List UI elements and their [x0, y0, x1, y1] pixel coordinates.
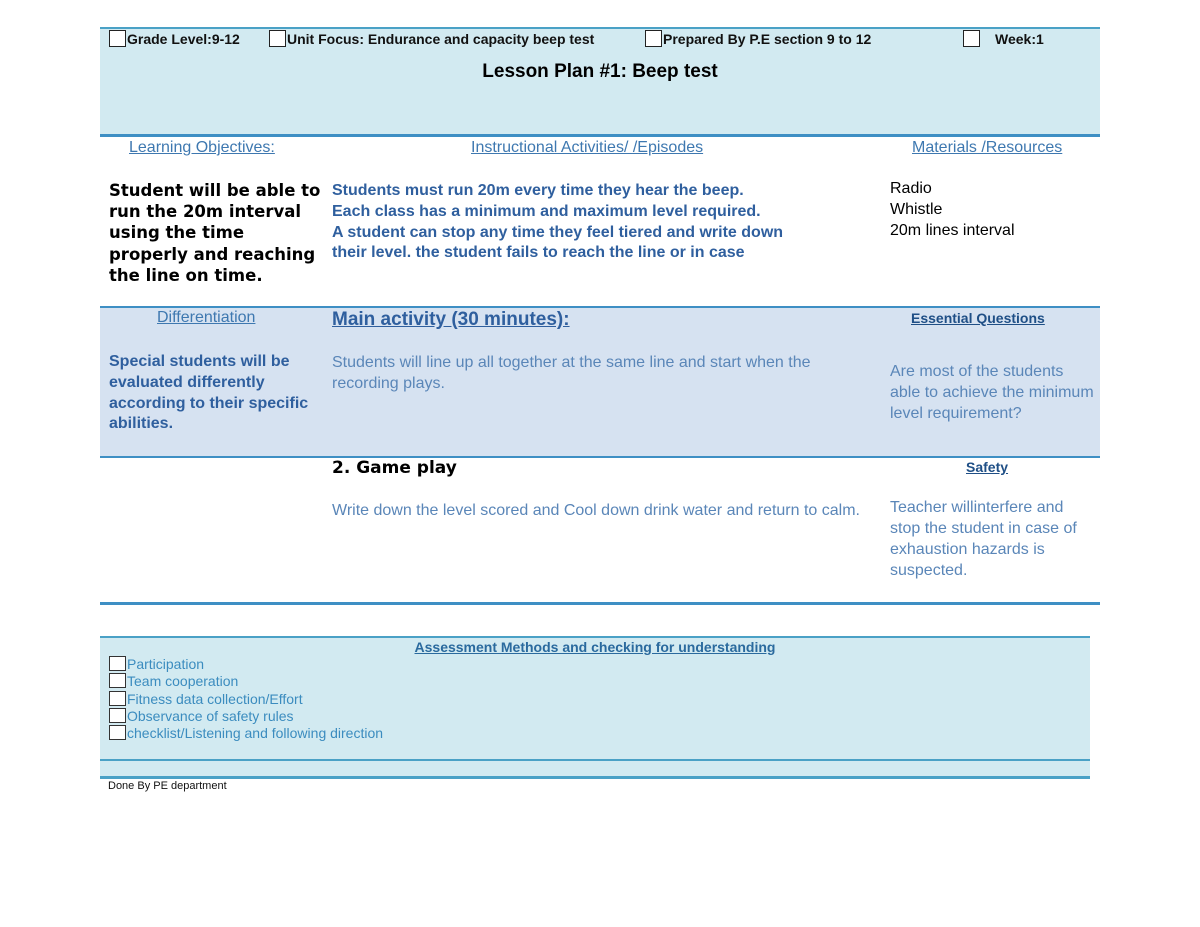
assessment-item[interactable]: [109, 655, 204, 672]
week-field[interactable]: [963, 30, 1044, 47]
activities-text: [332, 181, 877, 264]
material-item: 20m lines interval: [890, 222, 1015, 239]
main-activity-heading: Main activity (30 minutes):: [332, 309, 570, 330]
assessment-checkbox[interactable]: [109, 708, 126, 723]
objectives-text: Student will be able to run the 20m interval using the time properly and reaching the line on time.: [109, 181, 321, 285]
page-title: Lesson Plan #1: Beep test: [482, 61, 718, 82]
safety-heading: Safety: [966, 459, 1009, 475]
differentiation-heading: Differentiation: [157, 309, 256, 326]
divider: [100, 306, 1100, 308]
week-checkbox[interactable]: [963, 30, 980, 47]
grade-level-field[interactable]: [109, 30, 240, 47]
divider: [100, 456, 1100, 458]
unit-focus-checkbox[interactable]: [269, 30, 286, 47]
assessment-item-label: Observance of safety rules: [127, 707, 294, 724]
prepared-by-checkbox[interactable]: [645, 30, 662, 47]
materials-list: [890, 178, 1090, 241]
week-label: Week:1: [995, 30, 1044, 47]
header-divider: [100, 134, 1100, 137]
activity-line: their level. the student fails to reach the line or in case: [332, 244, 745, 262]
assessment-item-label: Fitness data collection/Effort: [127, 690, 303, 707]
grade-level-checkbox[interactable]: [109, 30, 126, 47]
grade-level-label: Grade Level:9-12: [127, 30, 240, 47]
assessment-checkbox[interactable]: [109, 691, 126, 706]
safety-text: Teacher willinterfere and stop the student in case of exhaustion hazards is suspected.: [890, 499, 1077, 579]
assessment-checkbox[interactable]: [109, 673, 126, 688]
material-item: Whistle: [890, 201, 943, 218]
activity-line: Students must run 20m every time they hear the beep.: [332, 182, 744, 199]
instructional-activities-heading: Instructional Activities/ /Episodes: [471, 139, 704, 156]
activity-line: Each class has a minimum and maximum level required.: [332, 202, 761, 220]
footer-credit: Done By PE department: [108, 780, 227, 792]
unit-focus-field[interactable]: [269, 30, 594, 47]
assessment-item[interactable]: [109, 690, 303, 707]
game-play-text: Write down the level scored and Cool down drink water and return to calm.: [332, 502, 860, 519]
assessment-title: Assessment Methods and checking for understanding: [414, 639, 776, 655]
prepared-by-label: Prepared By P.E section 9 to 12: [663, 30, 872, 47]
divider: [100, 602, 1100, 605]
assessment-footer-band: [100, 759, 1090, 779]
main-activity-text: Students will line up all together at the same line and start when the recording plays.: [332, 354, 811, 392]
essential-questions-text: Are most of the students able to achieve the minimum level requirement?: [890, 363, 1094, 422]
assessment-item-label: checklist/Listening and following direction: [127, 724, 384, 741]
assessment-checkbox[interactable]: [109, 725, 126, 740]
assessment-item-label: Team cooperation: [127, 672, 239, 689]
assessment-item[interactable]: [109, 707, 294, 724]
materials-heading: Materials /Resources: [912, 139, 1063, 156]
assessment-item-label: Participation: [127, 655, 205, 672]
assessment-checkbox[interactable]: [109, 656, 126, 671]
unit-focus-label: Unit Focus: Endurance and capacity beep test: [287, 30, 595, 47]
learning-objectives-heading: Learning Objectives:: [129, 139, 275, 156]
differentiation-text: Special students will be evaluated differently according to their specific abilities.: [109, 353, 309, 433]
material-item: Radio: [890, 180, 932, 197]
assessment-item[interactable]: [109, 724, 383, 741]
prepared-by-field[interactable]: [645, 30, 871, 47]
essential-questions-heading: Essential Questions: [911, 310, 1045, 326]
game-play-heading: 2. Game play: [332, 458, 457, 478]
activity-line: A student can stop any time they feel tiered and write down: [332, 223, 784, 241]
assessment-item[interactable]: [109, 672, 238, 689]
